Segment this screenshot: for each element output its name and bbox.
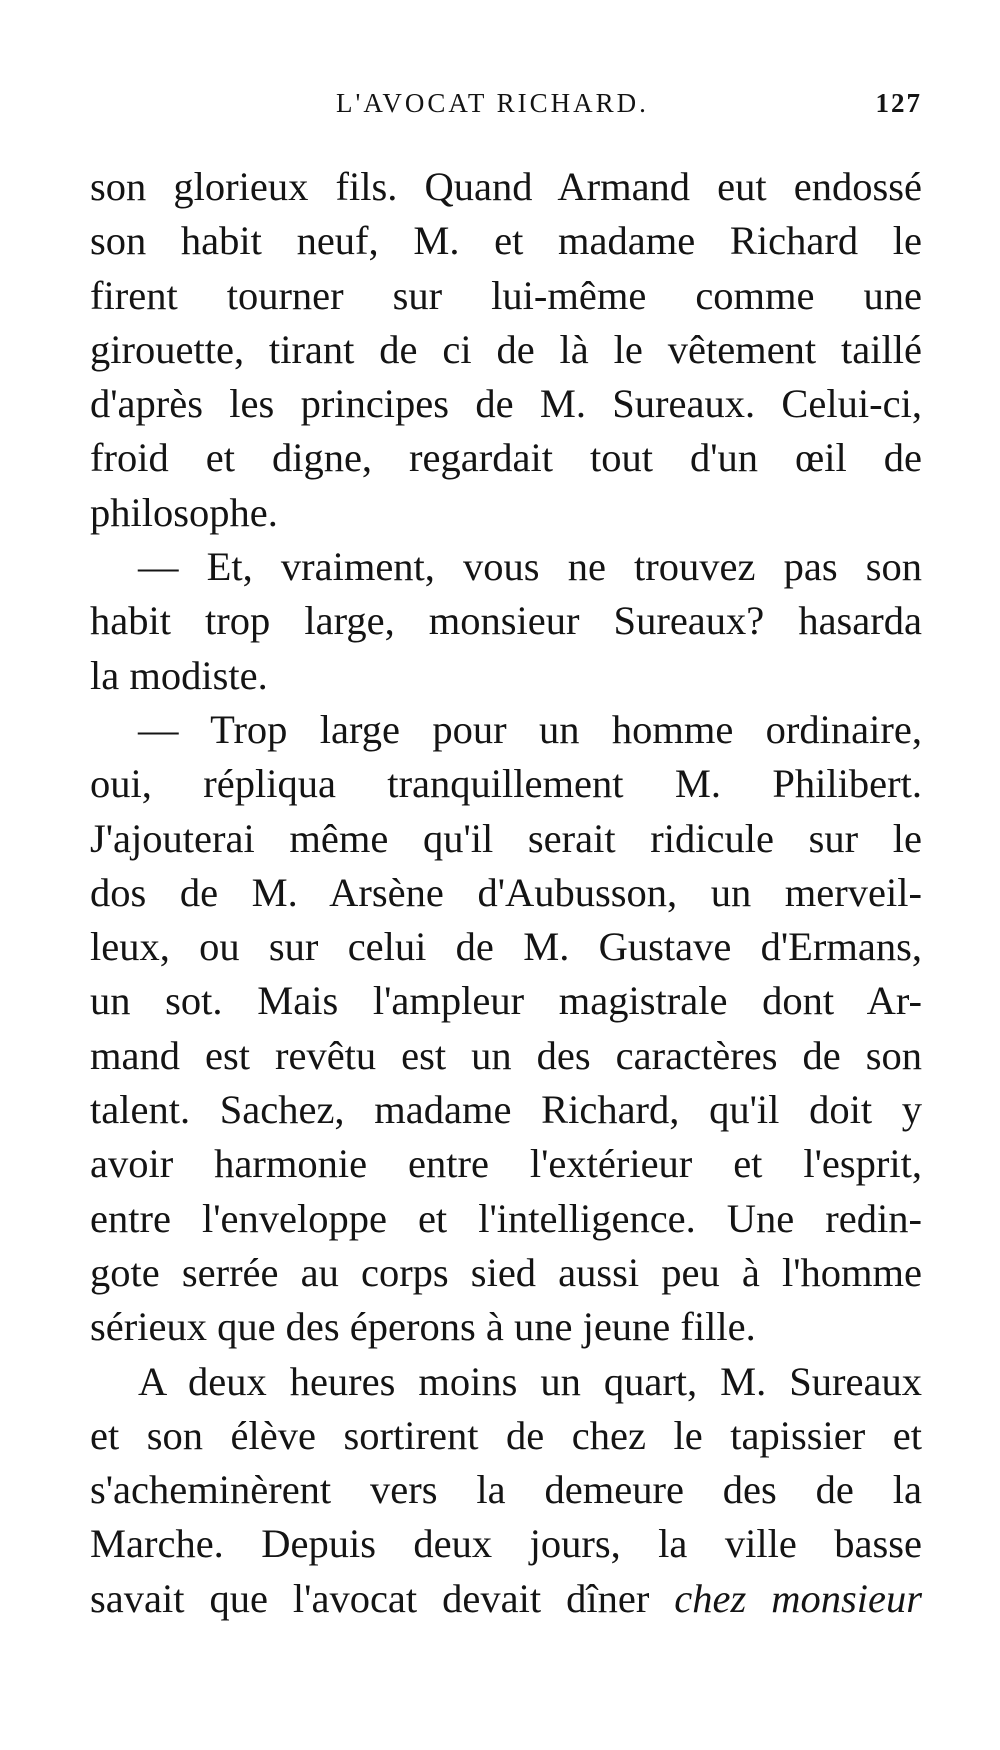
final-line-italic: chez monsieur bbox=[674, 1575, 922, 1621]
text-line: sérieux que des éperons à une jeune fille. bbox=[90, 1304, 756, 1350]
page-number: 127 bbox=[875, 88, 922, 118]
text-line: mand est revêtu est un des caractères de son bbox=[90, 1032, 922, 1078]
text-line: oui, répliqua tranquillement M. Philibert. bbox=[90, 761, 922, 807]
text-line-final bbox=[90, 1572, 922, 1626]
text-line: froid et digne, regardait tout d'un œil de bbox=[90, 435, 922, 481]
text-line: son glorieux fils. Quand Armand eut endossé bbox=[90, 164, 922, 209]
text-line: J'ajouterai même qu'il serait ridicule sur le bbox=[90, 815, 922, 861]
text-line: girouette, tirant de ci de là le vêtement taillé bbox=[90, 326, 922, 372]
text-line: habit trop large, monsieur Sureaux? hasarda bbox=[90, 598, 922, 644]
text-line: — Et, vraiment, vous ne trouvez pas son bbox=[138, 544, 922, 590]
text-line: et son élève sortirent de chez le tapissier et bbox=[90, 1412, 922, 1458]
text-line: avoir harmonie entre l'extérieur et l'esprit, bbox=[90, 1141, 922, 1187]
text-line: un sot. Mais l'ampleur magistrale dont Ar- bbox=[90, 978, 922, 1024]
text-line: — Trop large pour un homme ordinaire, bbox=[138, 706, 922, 752]
text-line: talent. Sachez, madame Richard, qu'il doit y bbox=[90, 1087, 922, 1133]
text-line: la modiste. bbox=[90, 652, 268, 698]
text-line: s'acheminèrent vers la demeure des de la bbox=[90, 1467, 922, 1513]
text-line: A deux heures moins un quart, M. Sureaux bbox=[138, 1358, 922, 1404]
text-line: philosophe. bbox=[90, 489, 278, 535]
body-text bbox=[90, 160, 922, 1626]
text-line: d'après les principes de M. Sureaux. Celui-ci, bbox=[90, 381, 922, 427]
text-line: Marche. Depuis deux jours, la ville basse bbox=[90, 1521, 922, 1567]
text-line: son habit neuf, M. et madame Richard le bbox=[90, 218, 922, 264]
running-title: L'AVOCAT RICHARD. bbox=[336, 88, 649, 118]
text-line: firent tourner sur lui-même comme une bbox=[90, 272, 922, 318]
final-line-plain: savait que l'avocat devait dîner bbox=[90, 1575, 675, 1621]
text-line: dos de M. Arsène d'Aubusson, un merveil- bbox=[90, 869, 922, 915]
text-line: entre l'enveloppe et l'intelligence. Une redin- bbox=[90, 1195, 922, 1241]
running-head bbox=[90, 88, 922, 128]
text-line: leux, ou sur celui de M. Gustave d'Ermans, bbox=[90, 924, 922, 970]
text-line: gote serrée au corps sied aussi peu à l'homme bbox=[90, 1249, 922, 1295]
